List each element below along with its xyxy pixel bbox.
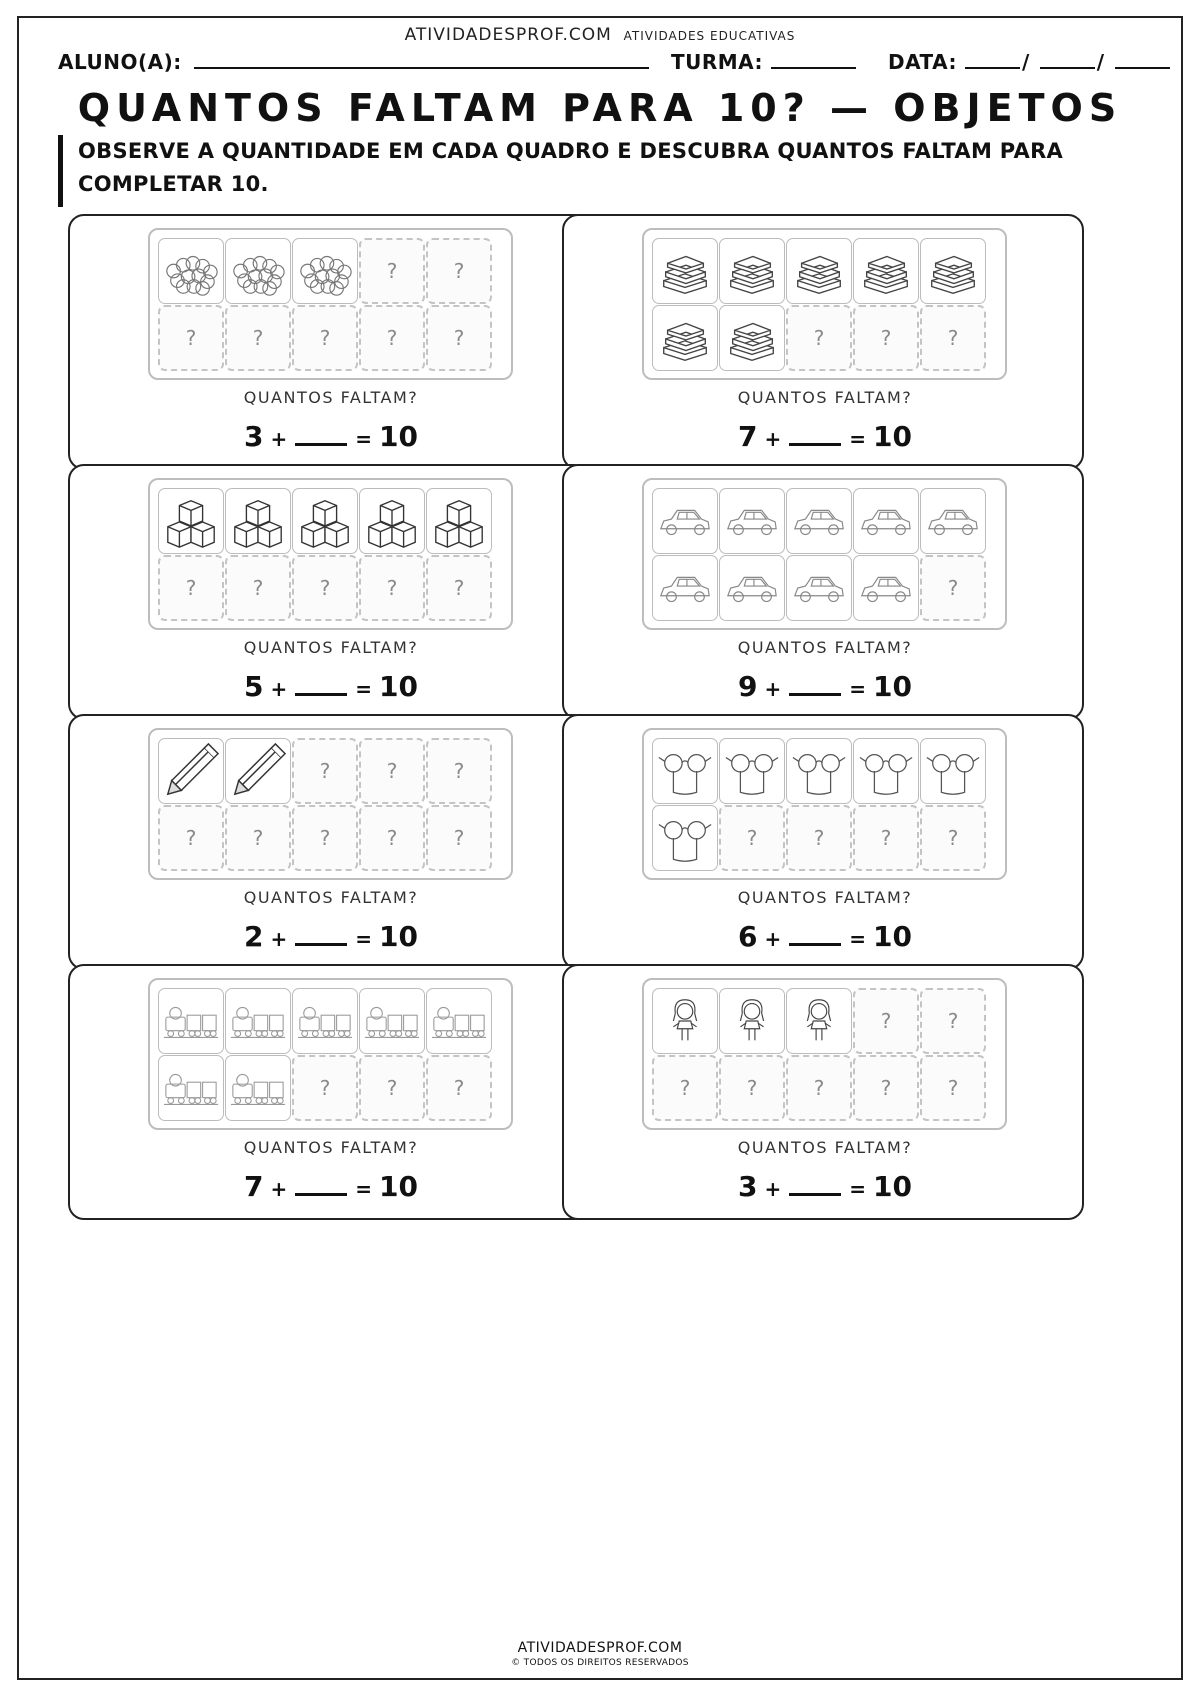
books-icon [656, 242, 714, 300]
footer [0, 1640, 1200, 1668]
question-mark: ? [880, 326, 892, 350]
car-icon [723, 492, 781, 550]
equals-sign: = [355, 927, 379, 951]
frame-cell-filled [652, 805, 718, 871]
question-label: QUANTOS FALTAM? [737, 1138, 913, 1157]
exercise-card [562, 214, 1084, 470]
frame-cell-filled [920, 238, 986, 304]
answer-blank[interactable] [295, 424, 347, 446]
equation [70, 1170, 592, 1203]
frame-cell-empty [292, 555, 358, 621]
answer-blank[interactable] [295, 674, 347, 696]
exercise-card [562, 714, 1084, 970]
equation-total: 10 [872, 1170, 912, 1203]
question-mark: ? [453, 1076, 465, 1100]
question-label: QUANTOS FALTAM? [737, 888, 913, 907]
ten-frame [148, 228, 513, 380]
frame-cell-empty [426, 805, 492, 871]
question-mark: ? [453, 576, 465, 600]
frame-cell-filled [426, 988, 492, 1054]
equals-sign: = [849, 427, 873, 451]
train-icon [229, 992, 287, 1050]
question-mark: ? [947, 826, 959, 850]
question-label: QUANTOS FALTAM? [243, 888, 419, 907]
footer-rights: © TODOS OS DIREITOS RESERVADOS [511, 1658, 689, 1668]
frame-cell-filled [719, 555, 785, 621]
frame-cell-filled [158, 988, 224, 1054]
frame-cell-filled [853, 488, 919, 554]
glasses-icon [656, 809, 714, 867]
frame-cell-filled [225, 488, 291, 554]
cubes-icon [229, 492, 287, 550]
train-icon [363, 992, 421, 1050]
frame-cell-filled [158, 1055, 224, 1121]
girl-icon [790, 992, 848, 1050]
equation-total: 10 [378, 1170, 418, 1203]
frame-cell-empty [292, 805, 358, 871]
frame-cell-empty [786, 1055, 852, 1121]
frame-cell-empty [292, 1055, 358, 1121]
frame-cell-filled [853, 238, 919, 304]
equals-sign: = [849, 1177, 873, 1201]
ten-frame [148, 728, 513, 880]
question-label: QUANTOS FALTAM? [243, 1138, 419, 1157]
frame-cell-filled [719, 305, 785, 371]
frame-cell-filled [786, 488, 852, 554]
balls-icon [229, 242, 287, 300]
question-mark: ? [947, 576, 959, 600]
equation-count: 6 [738, 920, 758, 953]
exercise-card [68, 464, 590, 720]
frame-cell-empty [853, 1055, 919, 1121]
equation [564, 670, 1086, 703]
frame-cell-empty [292, 738, 358, 804]
answer-blank[interactable] [789, 1174, 841, 1196]
ten-frame [148, 978, 513, 1130]
equation-count: 2 [244, 920, 264, 953]
car-icon [656, 559, 714, 617]
equation-total: 10 [872, 670, 912, 703]
frame-cell-filled [652, 738, 718, 804]
frame-cell-empty [225, 805, 291, 871]
question-mark: ? [185, 826, 197, 850]
question-mark: ? [185, 326, 197, 350]
glasses-icon [790, 742, 848, 800]
question-mark: ? [947, 1009, 959, 1033]
answer-blank[interactable] [295, 924, 347, 946]
frame-cell-empty [158, 555, 224, 621]
frame-cell-filled [292, 238, 358, 304]
question-mark: ? [252, 576, 264, 600]
balls-icon [296, 242, 354, 300]
student-info-row [58, 50, 1148, 78]
equation-count: 3 [738, 1170, 758, 1203]
question-mark: ? [947, 1076, 959, 1100]
question-mark: ? [319, 1076, 331, 1100]
frame-cell-empty [359, 738, 425, 804]
instructions: OBSERVE A QUANTIDADE EM CADA QUADRO E DESCUBRA QUANTOS FALTAM PARA COMPLETAR 10. [58, 135, 1098, 207]
question-mark: ? [880, 1076, 892, 1100]
exercise-card [68, 714, 590, 970]
girl-icon [723, 992, 781, 1050]
question-mark: ? [386, 326, 398, 350]
equation-count: 7 [738, 420, 758, 453]
frame-cell-filled [292, 988, 358, 1054]
car-icon [924, 492, 982, 550]
question-label: QUANTOS FALTAM? [737, 638, 913, 657]
equation-count: 9 [738, 670, 758, 703]
question-mark: ? [880, 826, 892, 850]
car-icon [790, 559, 848, 617]
train-icon [229, 1059, 287, 1117]
frame-cell-empty [426, 238, 492, 304]
date-separator: / [1096, 50, 1105, 74]
frame-cell-filled [652, 305, 718, 371]
ten-frame [642, 228, 1007, 380]
date-label: DATA: [888, 50, 957, 74]
frame-cell-filled [853, 738, 919, 804]
train-icon [162, 1059, 220, 1117]
equation-count: 7 [244, 1170, 264, 1203]
frame-cell-empty [786, 805, 852, 871]
date-month-line[interactable] [1040, 51, 1095, 69]
site-name: ATIVIDADESPROF.COM [404, 25, 612, 45]
frame-cell-empty [920, 555, 986, 621]
date-year-line[interactable] [1115, 51, 1170, 69]
date-day-line[interactable] [965, 51, 1020, 69]
exercise-card [68, 214, 590, 470]
frame-cell-empty [719, 805, 785, 871]
frame-cell-filled [359, 488, 425, 554]
plus-sign: + [263, 427, 288, 451]
frame-cell-filled [719, 488, 785, 554]
site-header [0, 25, 1200, 45]
frame-cell-empty [359, 805, 425, 871]
frame-cell-empty [853, 805, 919, 871]
equation-total: 10 [378, 420, 418, 453]
plus-sign: + [263, 927, 288, 951]
car-icon [857, 492, 915, 550]
question-mark: ? [453, 759, 465, 783]
question-mark: ? [880, 1009, 892, 1033]
equation [70, 920, 592, 953]
frame-cell-empty [158, 805, 224, 871]
plus-sign: + [757, 1177, 782, 1201]
glasses-icon [656, 742, 714, 800]
site-subtitle: ATIVIDADES EDUCATIVAS [623, 29, 796, 43]
equation-total: 10 [378, 670, 418, 703]
frame-cell-empty [719, 1055, 785, 1121]
question-mark: ? [453, 826, 465, 850]
question-mark: ? [185, 576, 197, 600]
frame-cell-empty [292, 305, 358, 371]
frame-cell-filled [225, 1055, 291, 1121]
plus-sign: + [263, 1177, 288, 1201]
frame-cell-filled [426, 488, 492, 554]
equation [70, 670, 592, 703]
glasses-icon [924, 742, 982, 800]
frame-cell-filled [359, 988, 425, 1054]
exercise-card [562, 464, 1084, 720]
ten-frame [642, 978, 1007, 1130]
question-mark: ? [813, 326, 825, 350]
plus-sign: + [263, 677, 288, 701]
frame-cell-filled [652, 555, 718, 621]
frame-cell-filled [225, 738, 291, 804]
frame-cell-filled [786, 555, 852, 621]
answer-blank[interactable] [789, 924, 841, 946]
frame-cell-empty [853, 305, 919, 371]
train-icon [162, 992, 220, 1050]
car-icon [656, 492, 714, 550]
exercise-card [562, 964, 1084, 1220]
question-mark: ? [319, 576, 331, 600]
answer-blank[interactable] [789, 674, 841, 696]
train-icon [296, 992, 354, 1050]
page-title: QUANTOS FALTAM PARA 10? — OBJETOS [77, 86, 1123, 130]
cubes-icon [296, 492, 354, 550]
frame-cell-empty [920, 305, 986, 371]
plus-sign: + [757, 927, 782, 951]
equation-count: 3 [244, 420, 264, 453]
student-name-field[interactable] [58, 50, 649, 74]
ten-frame [642, 728, 1007, 880]
question-mark: ? [386, 759, 398, 783]
equation [564, 1170, 1086, 1203]
question-mark: ? [453, 259, 465, 283]
frame-cell-filled [652, 488, 718, 554]
equation-total: 10 [872, 920, 912, 953]
equation-count: 5 [244, 670, 264, 703]
question-mark: ? [386, 826, 398, 850]
car-icon [723, 559, 781, 617]
frame-cell-filled [158, 738, 224, 804]
frame-cell-empty [920, 988, 986, 1054]
equation-total: 10 [378, 920, 418, 953]
frame-cell-empty [853, 988, 919, 1054]
class-label: TURMA: [671, 50, 764, 74]
ten-frame [148, 478, 513, 630]
frame-cell-empty [920, 805, 986, 871]
frame-cell-filled [158, 238, 224, 304]
pencil-icon [229, 742, 287, 800]
answer-blank[interactable] [789, 424, 841, 446]
question-mark: ? [813, 1076, 825, 1100]
frame-cell-filled [786, 988, 852, 1054]
frame-cell-filled [719, 238, 785, 304]
books-icon [924, 242, 982, 300]
frame-cell-filled [786, 238, 852, 304]
glasses-icon [723, 742, 781, 800]
equation [70, 420, 592, 453]
cubes-icon [430, 492, 488, 550]
question-mark: ? [679, 1076, 691, 1100]
books-icon [790, 242, 848, 300]
frame-cell-empty [359, 238, 425, 304]
frame-cell-empty [225, 305, 291, 371]
frame-cell-empty [359, 555, 425, 621]
equation [564, 420, 1086, 453]
frame-cell-empty [225, 555, 291, 621]
equals-sign: = [355, 677, 379, 701]
frame-cell-filled [292, 488, 358, 554]
equation-total: 10 [872, 420, 912, 453]
frame-cell-filled [920, 488, 986, 554]
girl-icon [656, 992, 714, 1050]
question-mark: ? [319, 759, 331, 783]
frame-cell-empty [652, 1055, 718, 1121]
class-field[interactable] [671, 50, 856, 74]
equation [564, 920, 1086, 953]
pencil-icon [162, 742, 220, 800]
books-icon [656, 309, 714, 367]
question-mark: ? [453, 326, 465, 350]
question-label: QUANTOS FALTAM? [243, 388, 419, 407]
cubes-icon [363, 492, 421, 550]
question-mark: ? [386, 576, 398, 600]
frame-cell-empty [426, 555, 492, 621]
date-field[interactable] [888, 50, 1170, 74]
glasses-icon [857, 742, 915, 800]
question-mark: ? [813, 826, 825, 850]
class-line[interactable] [771, 51, 856, 69]
frame-cell-filled [652, 988, 718, 1054]
date-separator: / [1021, 50, 1030, 74]
balls-icon [162, 242, 220, 300]
question-label: QUANTOS FALTAM? [737, 388, 913, 407]
frame-cell-empty [920, 1055, 986, 1121]
frame-cell-filled [158, 488, 224, 554]
cubes-icon [162, 492, 220, 550]
frame-cell-empty [786, 305, 852, 371]
frame-cell-filled [920, 738, 986, 804]
footer-site: ATIVIDADESPROF.COM [517, 1640, 683, 1656]
frame-cell-filled [225, 238, 291, 304]
question-mark: ? [252, 826, 264, 850]
frame-cell-empty [158, 305, 224, 371]
answer-blank[interactable] [295, 1174, 347, 1196]
question-mark: ? [252, 326, 264, 350]
frame-cell-filled [719, 988, 785, 1054]
question-label: QUANTOS FALTAM? [243, 638, 419, 657]
frame-cell-empty [359, 305, 425, 371]
frame-cell-filled [786, 738, 852, 804]
books-icon [723, 309, 781, 367]
frame-cell-empty [426, 305, 492, 371]
frame-cell-empty [359, 1055, 425, 1121]
ten-frame [642, 478, 1007, 630]
question-mark: ? [386, 259, 398, 283]
question-mark: ? [319, 326, 331, 350]
train-icon [430, 992, 488, 1050]
equals-sign: = [355, 1177, 379, 1201]
car-icon [790, 492, 848, 550]
plus-sign: + [757, 427, 782, 451]
question-mark: ? [947, 326, 959, 350]
plus-sign: + [757, 677, 782, 701]
equals-sign: = [849, 927, 873, 951]
frame-cell-filled [719, 738, 785, 804]
frame-cell-filled [652, 238, 718, 304]
question-mark: ? [746, 1076, 758, 1100]
question-mark: ? [319, 826, 331, 850]
question-mark: ? [386, 1076, 398, 1100]
frame-cell-empty [426, 1055, 492, 1121]
frame-cell-empty [426, 738, 492, 804]
frame-cell-filled [225, 988, 291, 1054]
student-name-line[interactable] [194, 51, 649, 69]
student-name-label: ALUNO(A): [58, 50, 182, 74]
exercise-card [68, 964, 590, 1220]
frame-cell-filled [853, 555, 919, 621]
equals-sign: = [355, 427, 379, 451]
books-icon [723, 242, 781, 300]
question-mark: ? [746, 826, 758, 850]
equals-sign: = [849, 677, 873, 701]
car-icon [857, 559, 915, 617]
books-icon [857, 242, 915, 300]
